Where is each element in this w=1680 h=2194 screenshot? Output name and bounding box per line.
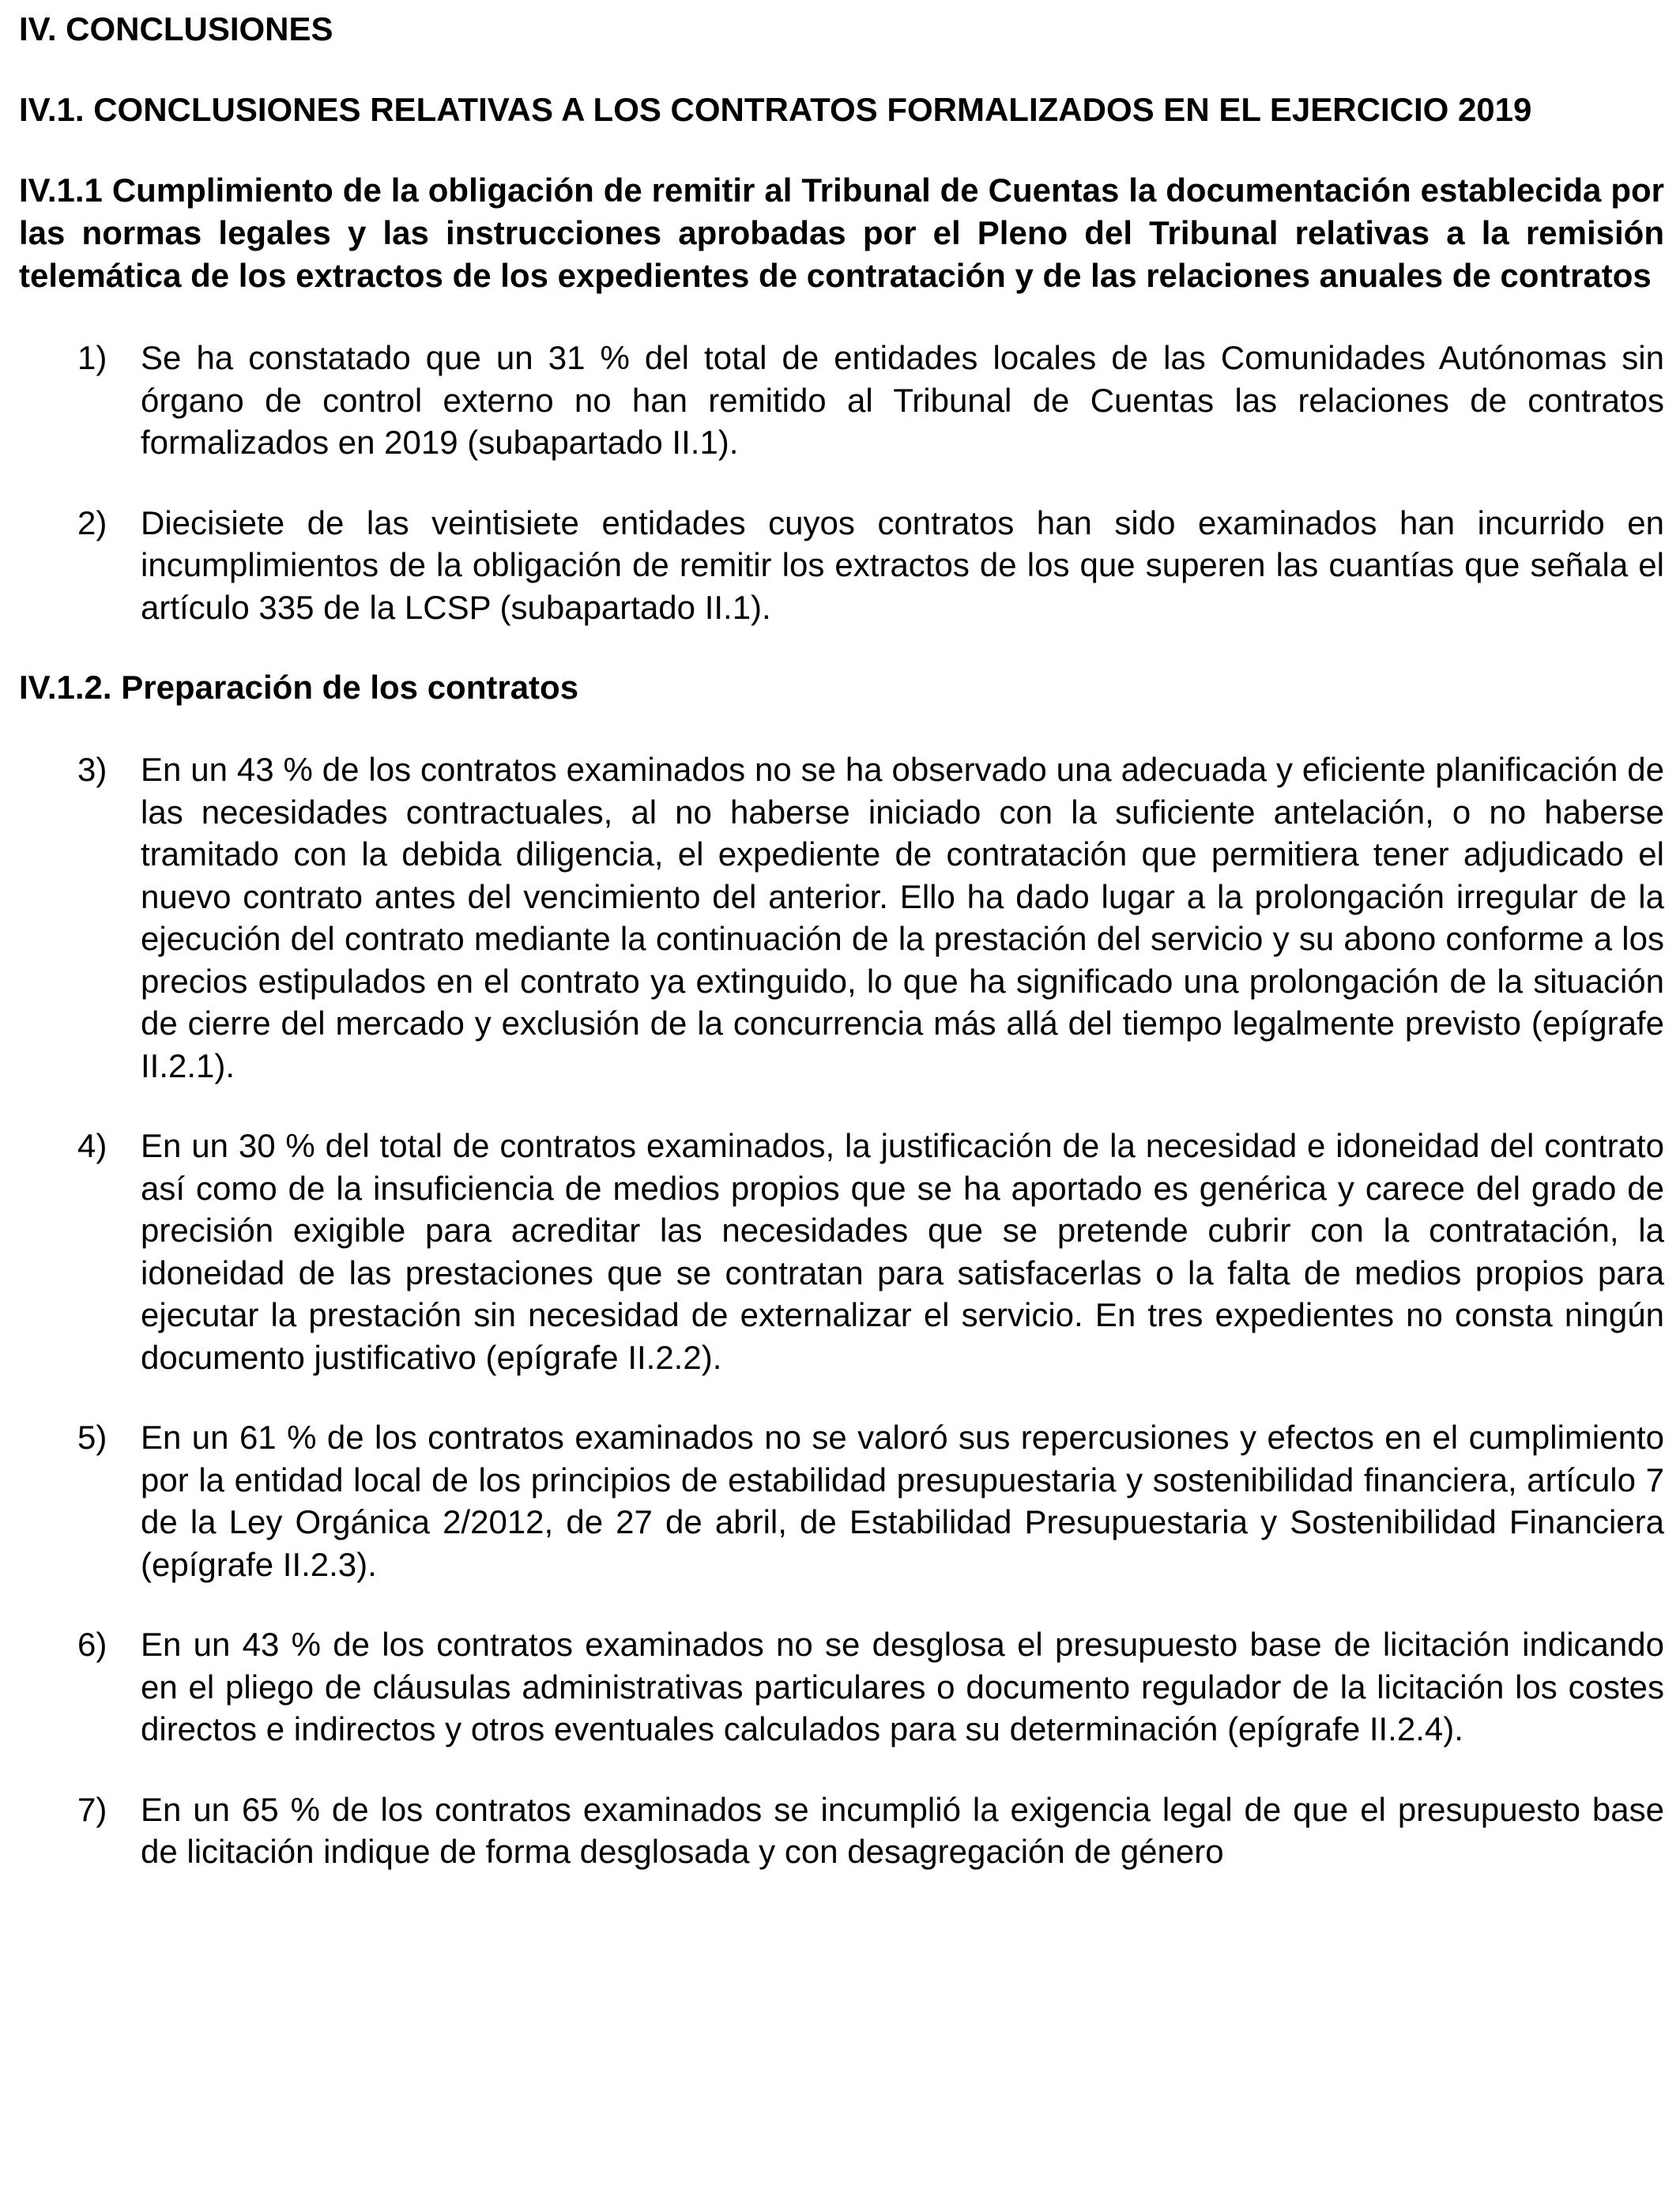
document-page (19, 8, 1664, 1873)
subsection-heading-iv1: IV.1. CONCLUSIONES RELATIVAS A LOS CONTRATOS FORMALIZADOS EN EL EJERCICIO 2019 (19, 91, 1532, 128)
item-text: Diecisiete de las veintisiete entidades cuyos contratos han sido examinados han incurrido en incumplimientos de la obligación de remitir los extractos de los que superen las cuantías que señala el artículo 335 de la LCSP (subapartado II.1). (141, 503, 1664, 626)
item-text: En un 65 % de los contratos examinados se incumplió la exigencia legal de que el presupuesto base de licitación indique de forma desglosada y con desagregación de género (141, 1790, 1664, 1870)
item-text: En un 43 % de los contratos examinados no se desglosa el presupuesto base de licitación indicando en el pliego de cláusulas administrativas particulares o documento regulador de la licitación los costes directos e indirectos y otros eventuales calculados para su determinación (epígrafe II.2.4). (141, 1626, 1664, 1747)
section-heading-conclusiones: IV. CONCLUSIONES (19, 10, 333, 47)
list-item (19, 337, 1664, 464)
subsection-heading-iv12: IV.1.2. Preparación de los contratos (19, 669, 579, 706)
list-item (19, 1125, 1664, 1378)
item-number: 6) (77, 1626, 107, 1663)
list-item (19, 1623, 1664, 1751)
item-text: En un 43 % de los contratos examinados no se ha observado una adecuada y eficiente planificación de las necesidades contractuales, al no haberse iniciado con la suficiente antelación, o no haberse tramitado con la debida diligencia, el expediente de contratación que permitiera tener adjudicado el nuevo contrato antes del vencimiento del anterior. Ello ha dado lugar a la prolongación irregular de la ejecución del contrato mediante la continuación de la prestación del servicio y su abono conforme a los precios estipulados en el contrato ya extinguido, lo que ha significado una prolongación de la situación de cierre del mercado y exclusión de la concurrencia más allá del tiempo legalmente previsto (epígrafe II.2.1). (141, 751, 1664, 1084)
item-text: En un 30 % del total de contratos examinados, la justificación de la necesidad e idoneidad del contrato así como de la insuficiencia de medios propios que se ha aportado es genérica y carece del grado de precisión exigible para acreditar las necesidades que se pretende cubrir con la contratación, la idoneidad de las prestaciones que se contratan para satisfacerlas o la falta de medios propios para ejecutar la prestación sin necesidad de externalizar el servicio. En tres expedientes no consta ningún documento justificativo (epígrafe II.2.2). (141, 1127, 1664, 1376)
list-item (19, 1789, 1664, 1873)
item-number: 7) (77, 1790, 107, 1828)
list-item (19, 748, 1664, 1087)
item-text: En un 61 % de los contratos examinados no se valoró sus repercusiones y efectos en el cumplimiento por la entidad local de los principios de estabilidad presupuestaria y sostenibilidad financiera, artículo 7 de la Ley Orgánica 2/2012, de 27 de abril, de Estabilidad Presupuestaria y Sostenibilidad Financiera (epígrafe II.2.3). (141, 1419, 1664, 1583)
item-number: 1) (77, 339, 107, 376)
item-text: Se ha constatado que un 31 % del total de entidades locales de las Comunidades Autónomas sin órgano de control externo no han remitido al Tribunal de Cuentas las relaciones de contratos formalizados en 2019 (subapartado II.1). (141, 339, 1664, 461)
item-number: 3) (77, 751, 107, 788)
list-item (19, 502, 1664, 629)
item-number: 4) (77, 1127, 107, 1164)
subsection-heading-iv11: IV.1.1 Cumplimiento de la obligación de remitir al Tribunal de Cuentas la documentación establecida por las normas legales y las instrucciones aprobadas por el Pleno del Tribunal relativas a la remisión telemática de los extractos de los expedientes de contratación y de las relaciones anuales de contratos (19, 172, 1664, 294)
conclusions-list-b (19, 748, 1664, 1873)
conclusions-list-a (19, 337, 1664, 628)
item-number: 5) (77, 1419, 107, 1456)
item-number: 2) (77, 503, 107, 541)
list-item (19, 1416, 1664, 1585)
